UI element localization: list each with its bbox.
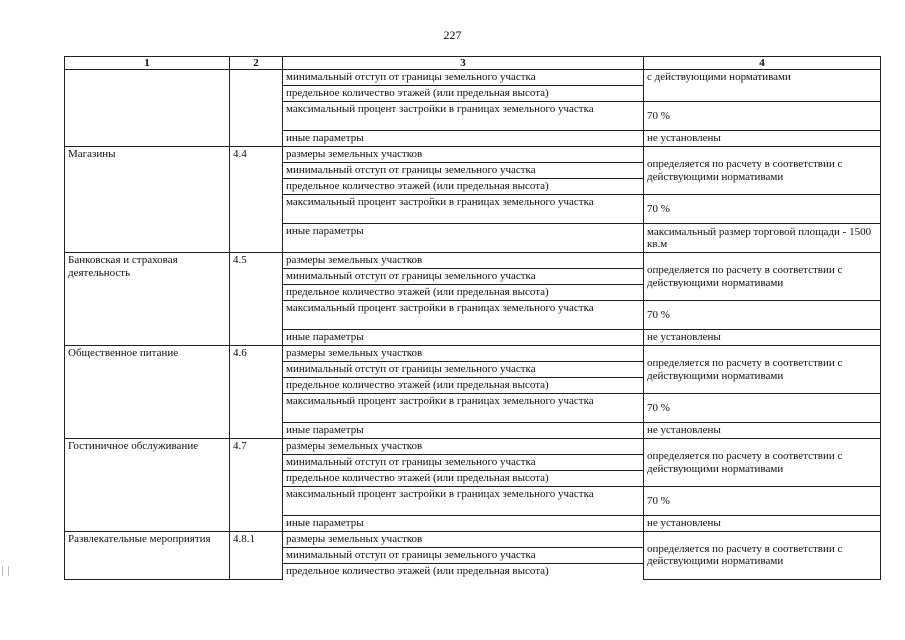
- parameter-name: минимальный отступ от границы земельного участка: [283, 362, 644, 378]
- land-use-type: Гостиничное обслуживание: [65, 439, 230, 532]
- parameter-value: не установлены: [644, 423, 881, 439]
- parameter-name: иные параметры: [283, 224, 644, 253]
- table-body: [65, 70, 881, 580]
- header-row: [65, 57, 881, 70]
- parameter-name: минимальный отступ от границы земельного участка: [283, 70, 644, 86]
- land-use-type: Развлекательные мероприятия: [65, 532, 230, 580]
- parameter-name: размеры земельных участков: [283, 253, 644, 269]
- parameter-name: предельное количество этажей (или предельная высота): [283, 471, 644, 487]
- table-row: [65, 532, 881, 548]
- table-row: [65, 147, 881, 163]
- parameter-name: предельное количество этажей (или предельная высота): [283, 86, 644, 102]
- parameter-name: максимальный процент застройки в границах земельного участка: [283, 394, 644, 423]
- margin-mark: [2, 566, 9, 576]
- parameter-name: иные параметры: [283, 131, 644, 147]
- parameter-value: не установлены: [644, 131, 881, 147]
- parameter-value: 70 %: [644, 394, 881, 423]
- land-use-code: 4.8.1: [230, 532, 283, 580]
- table-row: [65, 70, 881, 86]
- parameter-value: определяется по расчету в соответствии с действующими нормативами: [644, 253, 881, 301]
- parameter-name: максимальный процент застройки в границах земельного участка: [283, 195, 644, 224]
- parameter-value: не установлены: [644, 330, 881, 346]
- land-use-code: [230, 70, 283, 147]
- parameter-name: предельное количество этажей (или предельная высота): [283, 564, 644, 580]
- parameter-name: размеры земельных участков: [283, 346, 644, 362]
- parameter-value: 70 %: [644, 195, 881, 224]
- table-row: [65, 346, 881, 362]
- table-row: [65, 253, 881, 269]
- parameter-value: не установлены: [644, 516, 881, 532]
- parameter-name: иные параметры: [283, 516, 644, 532]
- parameter-name: максимальный процент застройки в границах земельного участка: [283, 301, 644, 330]
- land-use-code: 4.6: [230, 346, 283, 439]
- parameter-value: 70 %: [644, 102, 881, 131]
- parameter-value: определяется по расчету в соответствии с действующими нормативами: [644, 346, 881, 394]
- parameter-name: иные параметры: [283, 423, 644, 439]
- regulations-table: [64, 56, 881, 580]
- table-row: [65, 439, 881, 455]
- parameter-value: максимальный размер торговой площади - 1500 кв.м: [644, 224, 881, 253]
- column-header: 4: [644, 57, 881, 70]
- parameter-name: минимальный отступ от границы земельного участка: [283, 163, 644, 179]
- land-use-code: 4.4: [230, 147, 283, 253]
- parameter-name: минимальный отступ от границы земельного участка: [283, 455, 644, 471]
- page-number: 227: [443, 28, 462, 42]
- parameter-name: иные параметры: [283, 330, 644, 346]
- land-use-type: Общественное питание: [65, 346, 230, 439]
- parameter-name: предельное количество этажей (или предельная высота): [283, 179, 644, 195]
- parameter-value: с действующими нормативами: [644, 70, 881, 102]
- column-header: 2: [230, 57, 283, 70]
- parameter-name: размеры земельных участков: [283, 147, 644, 163]
- parameter-name: предельное количество этажей (или предельная высота): [283, 285, 644, 301]
- land-use-type: Банковская и страховая деятельность: [65, 253, 230, 346]
- land-use-code: 4.7: [230, 439, 283, 532]
- parameter-value: 70 %: [644, 301, 881, 330]
- parameter-name: минимальный отступ от границы земельного участка: [283, 269, 644, 285]
- land-use-type: [65, 70, 230, 147]
- parameter-name: максимальный процент застройки в границах земельного участка: [283, 102, 644, 131]
- parameter-name: минимальный отступ от границы земельного участка: [283, 548, 644, 564]
- parameter-value: определяется по расчету в соответствии с действующими нормативами: [644, 532, 881, 580]
- parameter-name: максимальный процент застройки в границах земельного участка: [283, 487, 644, 516]
- column-header: 1: [65, 57, 230, 70]
- parameter-name: размеры земельных участков: [283, 439, 644, 455]
- parameter-name: предельное количество этажей (или предельная высота): [283, 378, 644, 394]
- parameter-name: размеры земельных участков: [283, 532, 644, 548]
- parameter-value: 70 %: [644, 487, 881, 516]
- parameter-value: определяется по расчету в соответствии с действующими нормативами: [644, 147, 881, 195]
- land-use-code: 4.5: [230, 253, 283, 346]
- column-header: 3: [283, 57, 644, 70]
- parameter-value: определяется по расчету в соответствии с действующими нормативами: [644, 439, 881, 487]
- land-use-type: Магазины: [65, 147, 230, 253]
